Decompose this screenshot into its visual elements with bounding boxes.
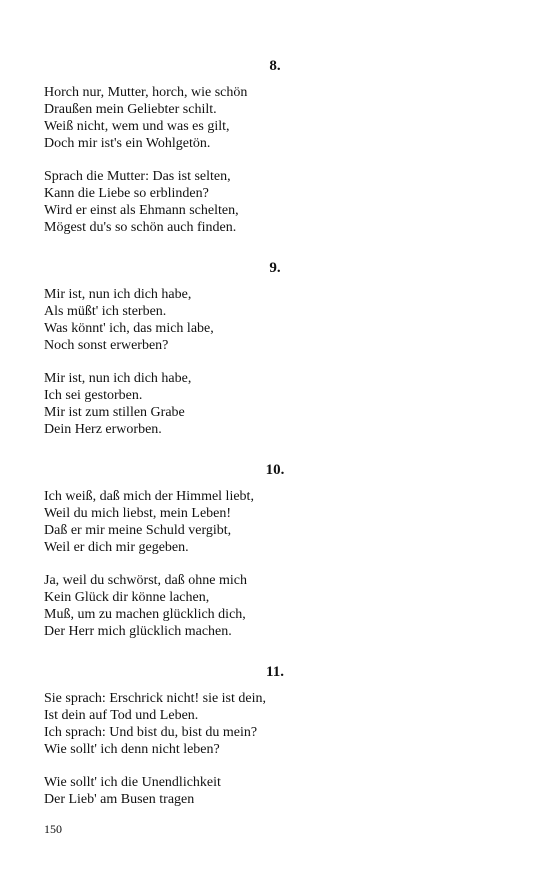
verse-line: Mir ist zum stillen Grabe [44,405,185,420]
verse-line: Daß er mir meine Schuld vergibt, [44,523,232,538]
verse-line: Ja, weil du schwörst, daß ohne mich [44,573,247,588]
poem [44,370,191,438]
verse-line: Doch mir ist's ein Wohlgetön. [44,136,211,151]
poem [44,690,266,758]
verse-line: Mir ist, nun ich dich habe, [44,371,192,386]
verse-line: Mögest du's so schön auch finden. [44,220,237,235]
verse-line: Noch sonst erwerben? [44,338,169,353]
poem [44,168,239,236]
verse-line: Wie sollt' ich denn nicht leben? [44,742,220,757]
stanza [44,84,247,152]
poem [44,488,254,556]
verse-line: Wie sollt' ich die Unendlichkeit [44,775,221,790]
poem-number: 9. [269,260,281,276]
verse-line: Wird er einst als Ehmann schelten, [44,203,239,218]
poem-number: 11. [266,664,284,680]
verse-line: Der Herr mich glücklich machen. [44,624,232,639]
stanza [44,572,247,640]
verse-line: Weiß nicht, wem und was es gilt, [44,119,230,134]
stanza [44,488,254,556]
poem [44,572,247,640]
stanza [44,774,221,808]
stanza [44,286,214,354]
verse-line: Sie sprach: Erschrick nicht! sie ist dein, [44,691,266,706]
verse-line: Was könnt' ich, das mich labe, [44,321,214,336]
verse-line: Ich sei gestorben. [44,388,143,403]
verse-line: Draußen mein Geliebter schilt. [44,102,217,117]
poem [44,84,247,152]
verse-line: Der Lieb' am Busen tragen [44,792,195,807]
poem [44,286,214,354]
stanza [44,370,191,438]
verse-line: Ist dein auf Tod und Leben. [44,708,199,723]
verse-line: Sprach die Mutter: Das ist selten, [44,169,231,184]
stanza [44,168,239,236]
poem-number: 10. [265,462,285,478]
page-number: 150 [44,822,62,836]
poem [44,774,221,808]
verse-line: Mir ist, nun ich dich habe, [44,287,192,302]
verse-line: Muß, um zu machen glücklich dich, [44,607,246,622]
verse-line: Weil du mich liebst, mein Leben! [44,506,232,521]
verse-line: Dein Herz erworben. [44,422,162,437]
verse-line: Weil er dich mir gegeben. [44,540,189,555]
verse-line: Kein Glück dir könne lachen, [44,590,210,605]
verse-line: Kann die Liebe so erblinden? [44,186,209,201]
verse-line: Ich weiß, daß mich der Himmel liebt, [44,489,254,504]
verse-line: Als müßt' ich sterben. [44,304,167,319]
verse-line: Horch nur, Mutter, horch, wie schön [44,85,248,100]
poem-number: 8. [269,58,281,74]
verse-line: Ich sprach: Und bist du, bist du mein? [44,725,258,740]
stanza [44,690,266,758]
